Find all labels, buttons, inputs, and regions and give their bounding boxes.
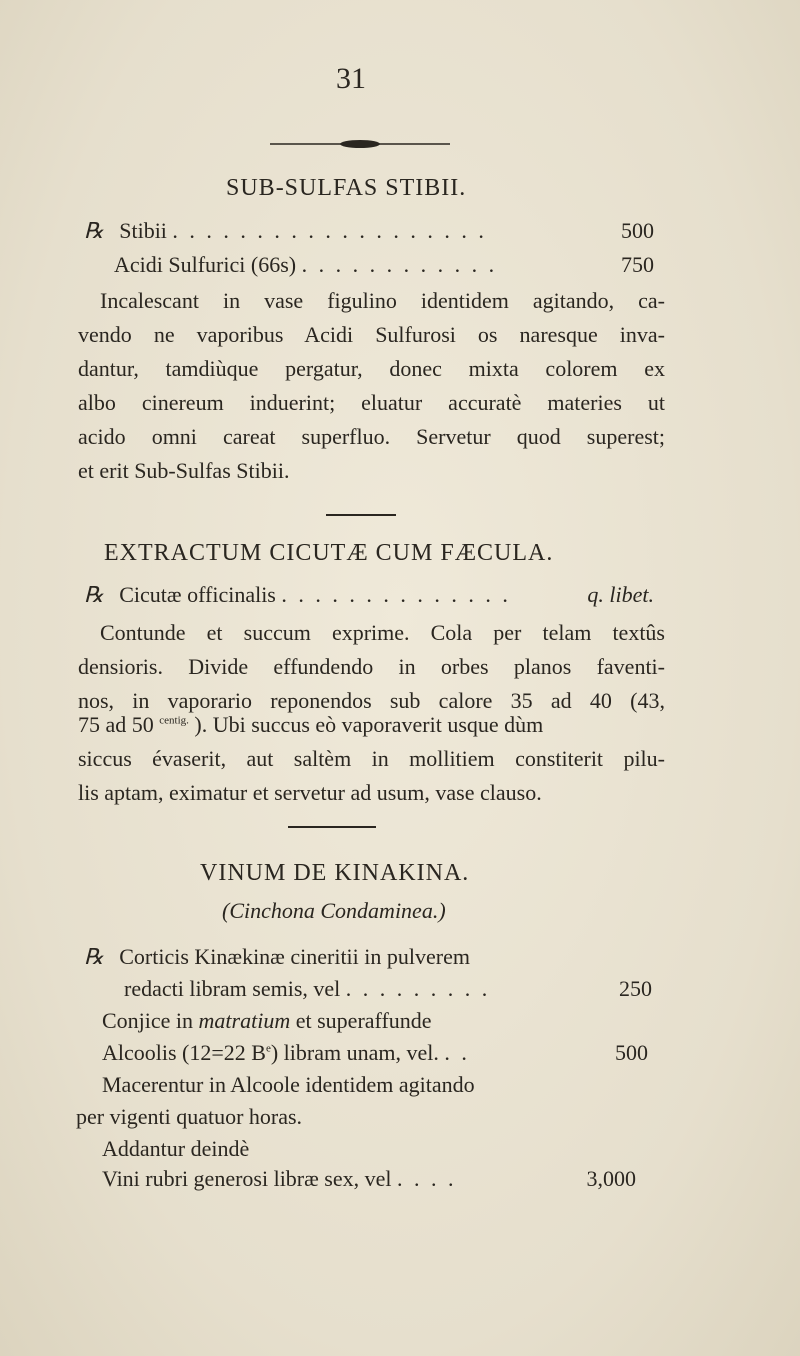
ingredient-quantity: 3,000	[586, 1166, 636, 1191]
instruction-fragment: et superaffunde	[290, 1008, 432, 1033]
ornament-rule-top	[270, 138, 450, 150]
ingredient-quantity: q. libet.	[587, 582, 654, 607]
ingredient-row	[102, 1040, 648, 1066]
paragraph-fragment: ). Ubi succus eò vaporaverit usque dùm	[194, 712, 544, 737]
ingredient-quantity: 250	[619, 976, 652, 1001]
paragraph-line: Contunde et succum exprime. Cola per telam textûs	[100, 620, 665, 645]
recipe-icon: ℞	[84, 218, 104, 243]
ingredient-quantity: 500	[615, 1040, 648, 1065]
section-title-sub-sulfas: SUB-SULFAS STIBII.	[226, 175, 467, 201]
paragraph-line: nos, in vaporario reponendos sub calore 35 ad 40 (43,	[78, 688, 665, 713]
paragraph-line: vendo ne vaporibus Acidi Sulfurosi os naresque inva-	[78, 322, 665, 347]
paragraph-line: albo cinereum induerint; eluatur accuratè materies ut	[78, 390, 665, 415]
leader-dots: . . . . . . . . . . . .	[301, 252, 498, 277]
ingredient-name: Acidi Sulfurici (66s)	[114, 252, 297, 277]
ingredient-row	[84, 582, 654, 608]
ingredient-name: Cicutæ officinalis	[119, 582, 276, 607]
paragraph-line: densioris. Divide effundendo in orbes planos faventi-	[78, 654, 665, 679]
paragraph-line: siccus évaserit, aut saltèm in mollitiem constiterit pilu-	[78, 746, 665, 771]
instruction-line	[102, 1008, 432, 1034]
leader-dots: . . . . . . . . . . . . . .	[281, 582, 511, 607]
ingredient-name: redacti libram semis, vel	[124, 976, 341, 1001]
section-divider	[288, 826, 376, 828]
paragraph-line: Incalescant in vase figulino identidem agitando, ca-	[100, 288, 665, 313]
leader-dots: . .	[444, 1040, 470, 1065]
section-divider	[326, 514, 396, 516]
instruction-line: per vigenti quatuor horas.	[76, 1104, 303, 1129]
paragraph-line: dantur, tamdiùque pergatur, donec mixta colorem ex	[78, 356, 665, 381]
paragraph-fragment: 75 ad 50	[78, 712, 154, 737]
ingredient-quantity: 750	[621, 252, 654, 277]
paragraph-line	[78, 712, 543, 738]
instruction-line: Macerentur in Alcoole identidem agitando	[102, 1072, 475, 1097]
paragraph-line: acido omni careat superfluo. Servetur quod superest;	[78, 424, 665, 449]
section-title-vinum: VINUM DE KINAKINA.	[200, 860, 470, 886]
ingredient-name: Vini rubri generosi libræ sex, vel	[102, 1166, 392, 1191]
section-subtitle: (Cinchona Condaminea.)	[222, 898, 446, 923]
ingredient-quantity: 500	[621, 218, 654, 243]
instruction-fragment: Conjice in	[102, 1008, 199, 1033]
ingredient-name: Corticis Kinækinæ cineritii in pulverem	[119, 944, 470, 969]
page-number: 31	[336, 62, 366, 95]
instruction-fragment: matratium	[198, 1008, 291, 1033]
ingredient-name: ) libram unam, vel.	[270, 1040, 439, 1065]
ingredient-row	[102, 1166, 636, 1192]
instruction-line: Addantur deindè	[102, 1136, 250, 1161]
superscript: centig.	[159, 714, 189, 727]
section-title-extractum: EXTRACTUM CICUTÆ CUM FÆCULA.	[104, 540, 554, 566]
ingredient-name: Stibii	[119, 218, 167, 243]
leader-dots: . . . . . . . . .	[345, 976, 491, 1001]
recipe-icon: ℞	[84, 944, 104, 969]
paragraph-line: lis aptam, eximatur et servetur ad usum, vase clauso.	[78, 780, 542, 805]
paragraph-line: et erit Sub-Sulfas Stibii.	[78, 458, 290, 483]
ingredient-row	[84, 218, 654, 244]
ingredient-name: Alcoolis (12=22 B	[102, 1040, 266, 1065]
recipe-icon: ℞	[84, 582, 104, 607]
ingredient-row	[124, 976, 652, 1002]
leader-dots: . . . .	[397, 1166, 457, 1191]
ingredient-row	[114, 252, 654, 278]
ingredient-row	[84, 944, 470, 970]
superscript: e	[265, 1042, 271, 1055]
leader-dots: . . . . . . . . . . . . . . . . . . .	[172, 218, 487, 243]
